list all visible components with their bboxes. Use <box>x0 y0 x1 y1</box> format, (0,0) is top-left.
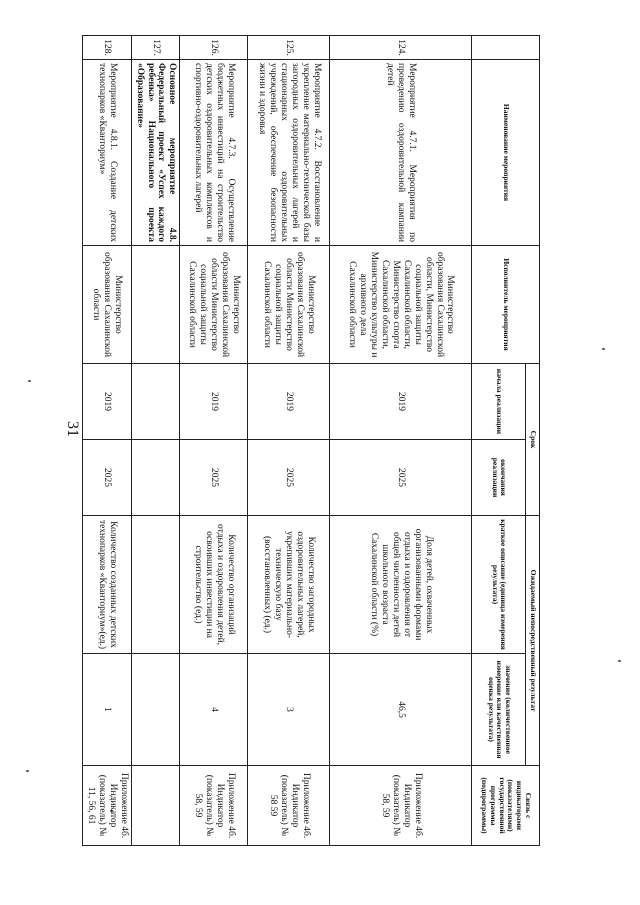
indicator-link: Приложение 4б. Индикатор (показатель) № 58, 59 <box>180 766 248 846</box>
row-number: 126. <box>180 36 248 60</box>
measure-name: Мероприятие 4.7.2. Восстановление и укрепление материально-технической базы загородных оздоровительных лагерей и стационарных оздоровительных учреждений, обеспечение безопасности жизни и здоровья <box>248 60 330 246</box>
measure-executor: Министерство образования Сахалинской области Министерство социальной защиты Сахалинской области <box>180 246 248 364</box>
indicator-link: Приложение 4б. Индикатор (показатель) № 11, 56, 61 <box>83 766 132 846</box>
result-description: Количество загородных оздоровительных лагерей, укрепивших материально-техническую базу (восстановленных) (ед.) <box>248 516 330 654</box>
result-description <box>131 516 180 654</box>
end-year: 2025 <box>83 440 132 516</box>
result-description: Количество созданных детских технопарков «Кванториум»(ед.) <box>83 516 132 654</box>
header-num-cell <box>472 36 540 60</box>
header-start: начала реализации <box>472 364 526 440</box>
header-link: Связь с индикаторами (показателями) государственной программы (подпрограммы) <box>472 766 540 846</box>
row-number: 125. <box>248 36 330 60</box>
result-value: 4 <box>180 654 248 766</box>
measure-name: Мероприятие 4.8.1. Создание детских технопарков «Кванториум» <box>83 60 132 246</box>
scan-dot <box>618 660 621 662</box>
table-row <box>248 36 330 846</box>
measure-name: Мероприятие 4.7.3. Осуществление бюджетных инвестиций на строительство детских оздоровительных комплексов и спортивно-оздоровительных лагерей <box>180 60 248 246</box>
measure-executor: Министерство образования Сахалинской области, Министерство социальной защиты Сахалинской области, Министерство спорта Сахалинской области, Министерство культуры и архивного дела Сахалинской области <box>330 246 472 364</box>
header-executor: Исполнитель мероприятия <box>472 246 540 364</box>
measures-table <box>82 35 540 846</box>
rotated-table-page <box>85 35 540 845</box>
end-year: 2025 <box>330 440 472 516</box>
indicator-link <box>131 766 180 846</box>
header-name: Наименование мероприятия <box>472 60 540 246</box>
end-year <box>131 440 180 516</box>
scan-dot <box>26 770 29 772</box>
header-value: значение (количественное измерение или качественная оценка результата) <box>472 654 526 766</box>
scan-dot <box>602 348 605 350</box>
indicator-link: Приложение 4б. Индикатор (показатель) № 58, 59 <box>330 766 472 846</box>
scan-dot <box>28 380 31 382</box>
result-value: 46,5 <box>330 654 472 766</box>
header-term: Срок <box>526 364 540 516</box>
row-number: 127. <box>131 36 180 60</box>
row-number: 124. <box>330 36 472 60</box>
indicator-link: Приложение 4б. Индикатор (показатель) № 58 59 <box>248 766 330 846</box>
start-year: 2019 <box>180 364 248 440</box>
table-row <box>131 36 180 846</box>
result-description: Доля детей, охваченных организованными формами отдыха и оздоровления от общей численности детей школьного возраста Сахалинской области (%) <box>330 516 472 654</box>
result-value: 3 <box>248 654 330 766</box>
measure-executor: Министерство образования Сахалинской области Министерство социальной защиты Сахалинской области <box>248 246 330 364</box>
start-year <box>131 364 180 440</box>
result-description: Количество организаций отдыха и оздоровления детей, освоивших инвестиции на строительство (ед.) <box>180 516 248 654</box>
result-value: 1 <box>83 654 132 766</box>
measure-name: Основное мероприятие 4.8. Федеральный проект «Успех каждого ребенка» Национального проекта «Образование» <box>131 60 180 246</box>
page-number: 31 <box>64 421 81 437</box>
end-year: 2025 <box>180 440 248 516</box>
header-end: окончания реализации <box>472 440 526 516</box>
start-year: 2019 <box>83 364 132 440</box>
start-year: 2019 <box>330 364 472 440</box>
header-short-desc: краткое описание (единица измерения результата) <box>472 516 526 654</box>
measure-name: Мероприятие 4.7.1. Мероприятия по проведению оздоровительной кампании детей <box>330 60 472 246</box>
end-year: 2025 <box>248 440 330 516</box>
header-expected-result: Ожидаемый непосредственный результат <box>526 516 540 766</box>
row-number: 128. <box>83 36 132 60</box>
table-row <box>330 36 472 846</box>
start-year: 2019 <box>248 364 330 440</box>
result-value <box>131 654 180 766</box>
table-row <box>83 36 132 846</box>
header-row <box>526 36 540 846</box>
measure-executor <box>131 246 180 364</box>
table-row <box>180 36 248 846</box>
measure-executor: Министерство образования Сахалинской области <box>83 246 132 364</box>
